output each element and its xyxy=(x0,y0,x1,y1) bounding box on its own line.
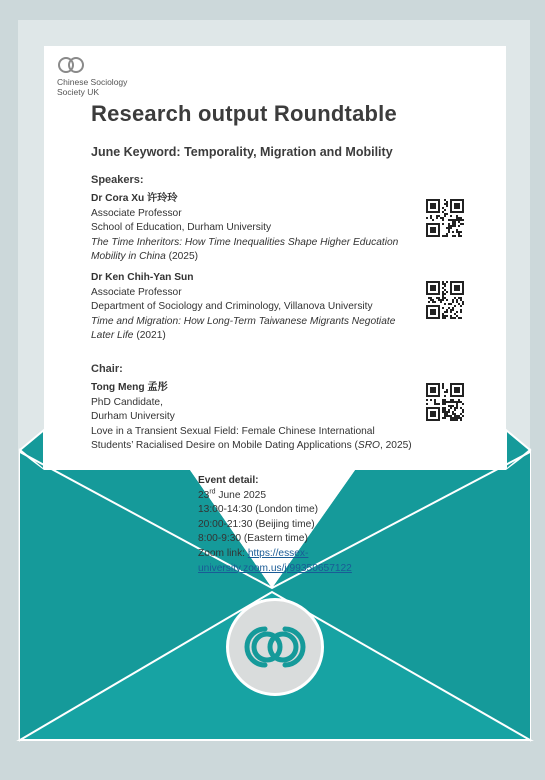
speaker-name: Dr Ken Chih-Yan Sun xyxy=(91,272,194,283)
speaker-name: Dr Cora Xu 许玲玲 xyxy=(91,193,178,204)
qr-code-icon[interactable] xyxy=(426,281,464,319)
speaker-role: Associate Professor xyxy=(91,207,182,219)
chair-role: PhD Candidate, xyxy=(91,396,163,408)
speaker-2 xyxy=(91,271,395,344)
event-time-london: 13:00-14:30 (London time) xyxy=(198,504,319,516)
speaker-affiliation: School of Education, Durham University xyxy=(91,222,272,234)
double-ring-logo-icon xyxy=(57,56,85,74)
speaker-role: Associate Professor xyxy=(91,286,182,298)
speaker-1 xyxy=(91,192,398,265)
org-name-line1: Chinese Sociology xyxy=(57,77,128,87)
event-heading: Event detail: xyxy=(198,475,259,486)
chair-work-journal: SRO xyxy=(357,440,380,452)
event-time-beijing: 20:00-21:30 (Beijing time) xyxy=(198,518,315,530)
org-name-line2: Society UK xyxy=(57,87,100,97)
speaker-work-title-cont: Later Life xyxy=(91,330,134,342)
event-detail xyxy=(198,474,352,576)
speaker-work-year: (2021) xyxy=(133,330,166,342)
speaker-work-title-cont: Mobility in China xyxy=(91,251,166,263)
event-date: 23rd June 2025 xyxy=(198,488,266,501)
speaker-work-title: The Time Inheritors: How Time Inequalities Shape Higher Education xyxy=(91,236,399,248)
double-ring-seal-icon xyxy=(241,623,309,671)
speaker-work-title: Time and Migration: How Long-Term Taiwanese Migrants Negotiate xyxy=(91,315,396,327)
qr-code-icon[interactable] xyxy=(426,199,464,237)
chair-work-year: , 2025) xyxy=(379,440,412,452)
chair-work-title-cont: Students’ Racialised Desire on Mobile Dating Applications ( xyxy=(91,440,358,452)
page-title: Research output Roundtable xyxy=(91,101,397,126)
org-name xyxy=(57,77,127,97)
speaker-work-year: (2025) xyxy=(165,251,199,263)
speaker-affiliation: Department of Sociology and Criminology, Villanova University xyxy=(91,301,373,313)
zoom-link-cont[interactable]: university.zoom.us/j/99350657122 xyxy=(198,562,352,574)
envelope-seal xyxy=(226,598,324,696)
chair xyxy=(91,381,412,454)
event-time-eastern: 8:00-9:30 (Eastern time) xyxy=(198,533,308,545)
chair-heading: Chair: xyxy=(91,363,123,375)
chair-work-title: Love in a Transient Sexual Field: Female Chinese International xyxy=(91,425,375,437)
zoom-label: Zoom link: xyxy=(198,547,248,559)
chair-name: Tong Meng 孟彤 xyxy=(91,382,168,393)
chair-affiliation: Durham University xyxy=(91,411,175,423)
keyword-heading: June Keyword: Temporality, Migration and Mobility xyxy=(91,145,393,159)
qr-code-icon[interactable] xyxy=(426,383,464,421)
speakers-heading: Speakers: xyxy=(91,174,144,186)
zoom-link[interactable]: https://essex- xyxy=(247,547,309,559)
